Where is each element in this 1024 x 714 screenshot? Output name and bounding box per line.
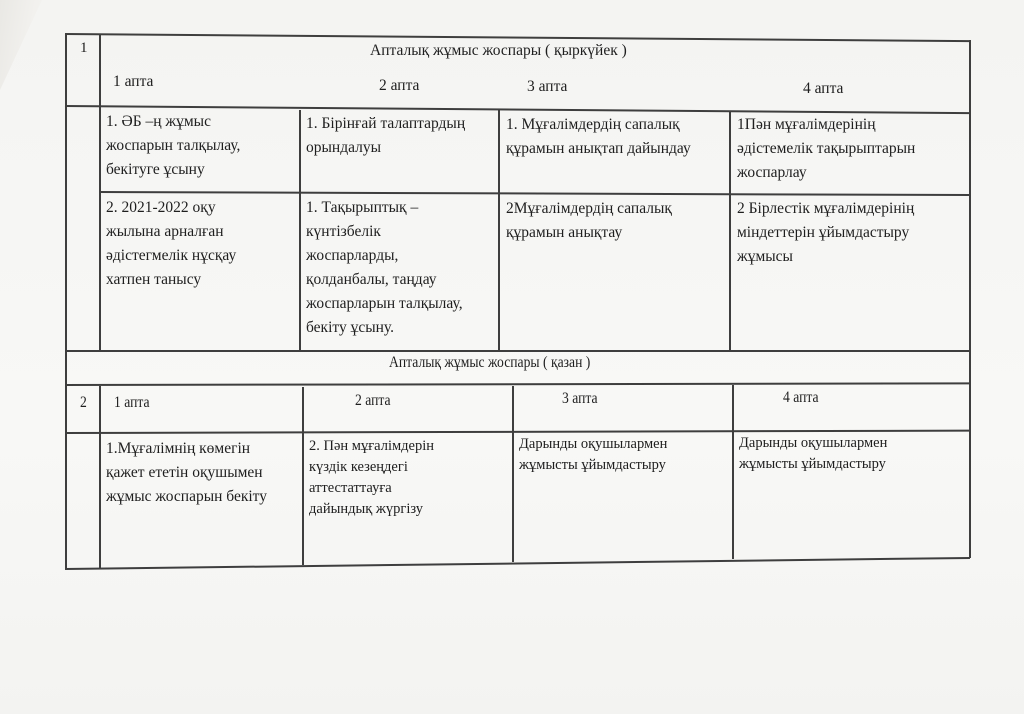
week-header-2: 2 апта <box>379 77 420 94</box>
week-header-4: 4 апта <box>783 389 819 406</box>
week-header-3: 3 апта <box>562 390 598 407</box>
section-number: 1 <box>80 40 88 56</box>
week-header-2: 2 апта <box>355 392 391 409</box>
week-header-4: 4 апта <box>803 80 844 97</box>
table-cell: 2 Бірлестік мұғалімдерінің міндеттерін ұйымдастыру жұмысы <box>737 200 915 265</box>
section-title: Апталық жұмыс жоспары ( қыркүйек ) <box>370 42 627 59</box>
week-header-1: 1 апта <box>113 73 154 90</box>
table-cell: Дарынды оқушылармен жұмысты ұйымдастыру <box>519 436 668 473</box>
table-cell: 1.Мұғалімнің көмегін қажет ететін оқушымен жұмыс жоспарын бекіту <box>106 440 268 505</box>
table-cell: 1. ӘБ –ң жұмыс жоспарын талқылау, бекітуге ұсыну <box>106 113 241 178</box>
section-number: 2 <box>80 394 87 411</box>
table-cell: 2. Пән мұғалімдерін күздік кезеңдегі аттестаттауға дайындық жүргізу <box>309 438 435 517</box>
table-cell: 1. Мұғалімдердің сапалық құрамын анықтап дайындау <box>506 116 691 157</box>
week-header-3: 3 апта <box>527 78 568 95</box>
table-cell: Дарынды оқушылармен жұмысты ұйымдастыру <box>739 435 888 472</box>
week-header-1: 1 апта <box>114 394 150 411</box>
table-cell: 1. Тақырыптық – күнтізбелік жоспарларды, қолданбалы, таңдау жоспарларын талқылау, бекіту ұсыну. <box>306 199 463 336</box>
table-cell: 1. Бірінғай талаптардың орындалуы <box>306 115 466 156</box>
section-title: Апталық жұмыс жоспары ( қазан ) <box>389 354 591 371</box>
table-cell: 2. 2021-2022 оқу жылына арналған әдістегмелік нұсқау хатпен танысу <box>106 199 237 288</box>
table-cell: 2Мұғалімдердің сапалық құрамын анықтау <box>506 200 672 241</box>
table-cell: 1Пән мұғалімдерінің әдістемелік тақырыптарын жоспарлау <box>737 116 916 181</box>
page-fold-shadow <box>0 0 45 90</box>
